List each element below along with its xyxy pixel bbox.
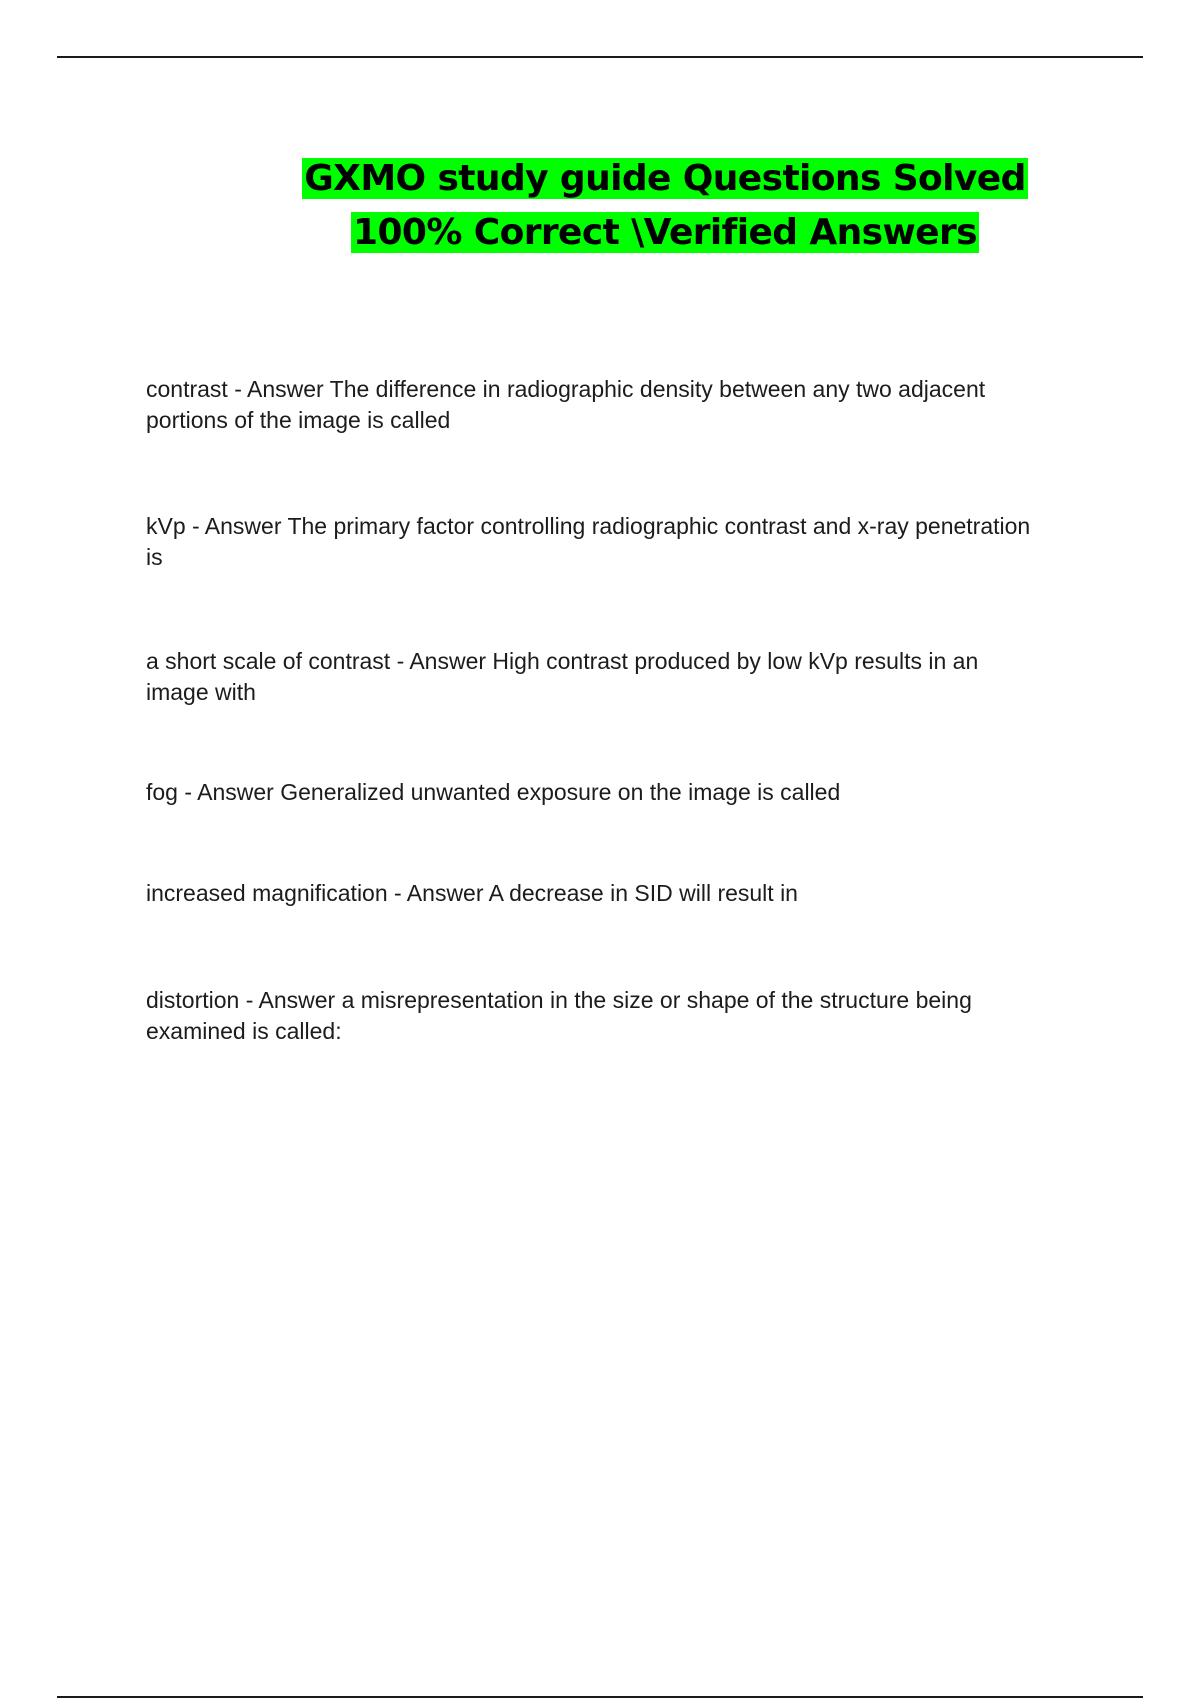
qa-entry-contrast: contrast - Answer The difference in radiographic density between any two adjacent portions of the image is called <box>146 376 986 433</box>
qa-entry-short-scale: a short scale of contrast - Answer High contrast produced by low kVp results in an image with <box>146 648 979 705</box>
bottom-rule <box>57 1696 1143 1698</box>
qa-entry-magnification: increased magnification - Answer A decrease in SID will result in <box>146 880 798 906</box>
document-title <box>300 152 1030 260</box>
qa-entry-fog: fog - Answer Generalized unwanted exposure on the image is called <box>146 779 841 805</box>
qa-entry-kvp: kVp - Answer The primary factor controlling radiographic contrast and x-ray penetration is <box>146 513 1031 570</box>
title-line-2: 100% Correct \Verified Answers <box>353 212 977 253</box>
title-line-1: GXMO study guide Questions Solved <box>304 158 1026 199</box>
qa-entry-distortion: distortion - Answer a misrepresentation in the size or shape of the structure being examined is called: <box>146 987 972 1044</box>
top-rule <box>57 56 1143 58</box>
